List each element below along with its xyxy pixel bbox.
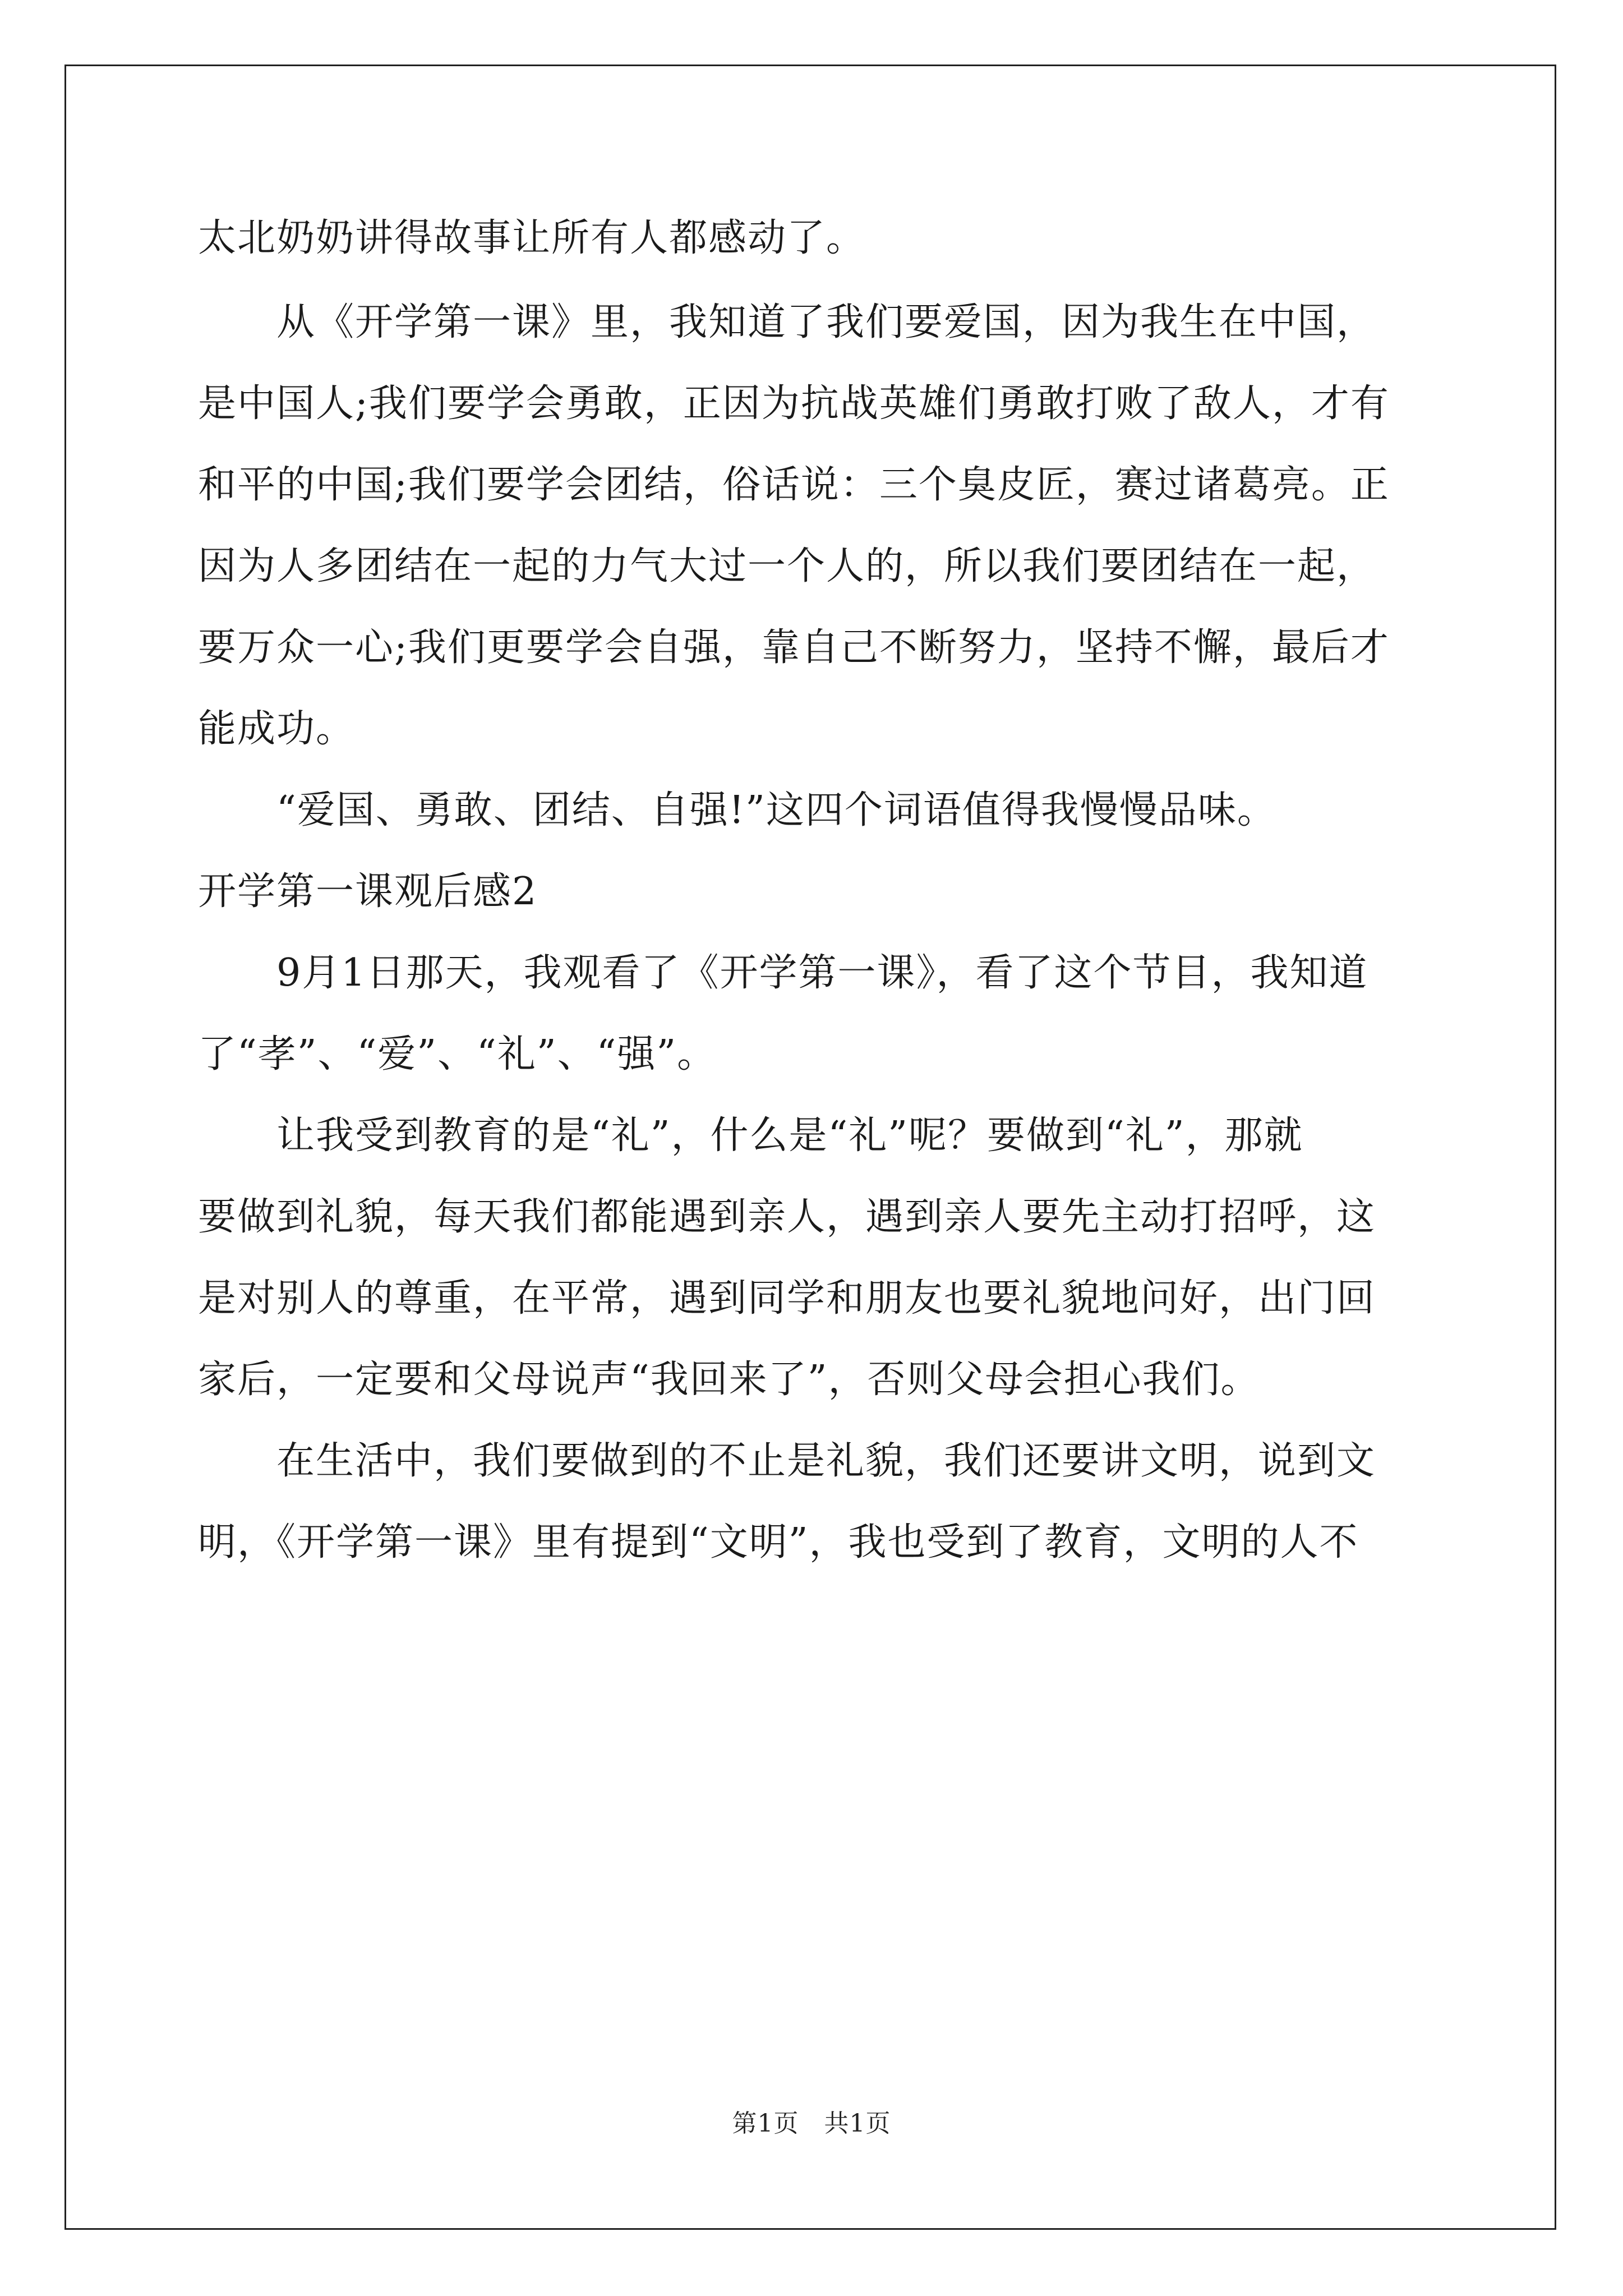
text-line: 要万众一心;我们更要学会自强，靠自己不断努力，坚持不懈，最后才: [198, 625, 1390, 670]
paragraph-first-line: 9月1日那天，我观看了《开学第一课》，看了这个节目，我知道: [276, 951, 1368, 995]
text-line: 和平的中国;我们要学会团结，俗话说：三个臭皮匠，赛过诸葛亮。正: [198, 463, 1390, 507]
paragraph-first-line: 在生活中，我们要做到的不止是礼貌，我们还要讲文明，说到文: [276, 1439, 1376, 1483]
text-line: 是中国人;我们要学会勇敢，正因为抗战英雄们勇敢打败了敌人，才有: [198, 381, 1390, 426]
section-heading: 开学第一课观后感2: [198, 869, 538, 914]
text-line: 能成功。: [198, 707, 356, 751]
paragraph-first-line: 让我受到教育的是“礼”，什么是“礼”呢？要做到“礼”，那就: [276, 1114, 1303, 1158]
text-line: 要做到礼貌，每天我们都能遇到亲人，遇到亲人要先主动打招呼，这: [198, 1195, 1376, 1239]
paragraph-first-line: “爱国、勇敢、团结、自强!”这四个词语值得我慢慢品味。: [276, 788, 1276, 832]
text-line: 了“孝”、“爱”、“礼”、“强”。: [198, 1032, 717, 1076]
page-footer: 第1页 共1页: [732, 2109, 891, 2138]
text-line: 因为人多团结在一起的力气大过一个人的，所以我们要团结在一起，: [198, 544, 1376, 588]
text-line: 家后，一定要和父母说声“我回来了”，否则父母会担心我们。: [198, 1358, 1260, 1402]
text-line: 太北奶奶讲得故事让所有人都感动了。: [198, 216, 866, 260]
text-line: 是对别人的尊重，在平常，遇到同学和朋友也要礼貌地问好，出门回: [198, 1276, 1376, 1320]
paragraph-first-line: 从《开学第一课》里，我知道了我们要爱国，因为我生在中国，: [276, 300, 1376, 344]
text-line: 明，《开学第一课》里有提到“文明”，我也受到了教育，文明的人不: [198, 1520, 1359, 1565]
